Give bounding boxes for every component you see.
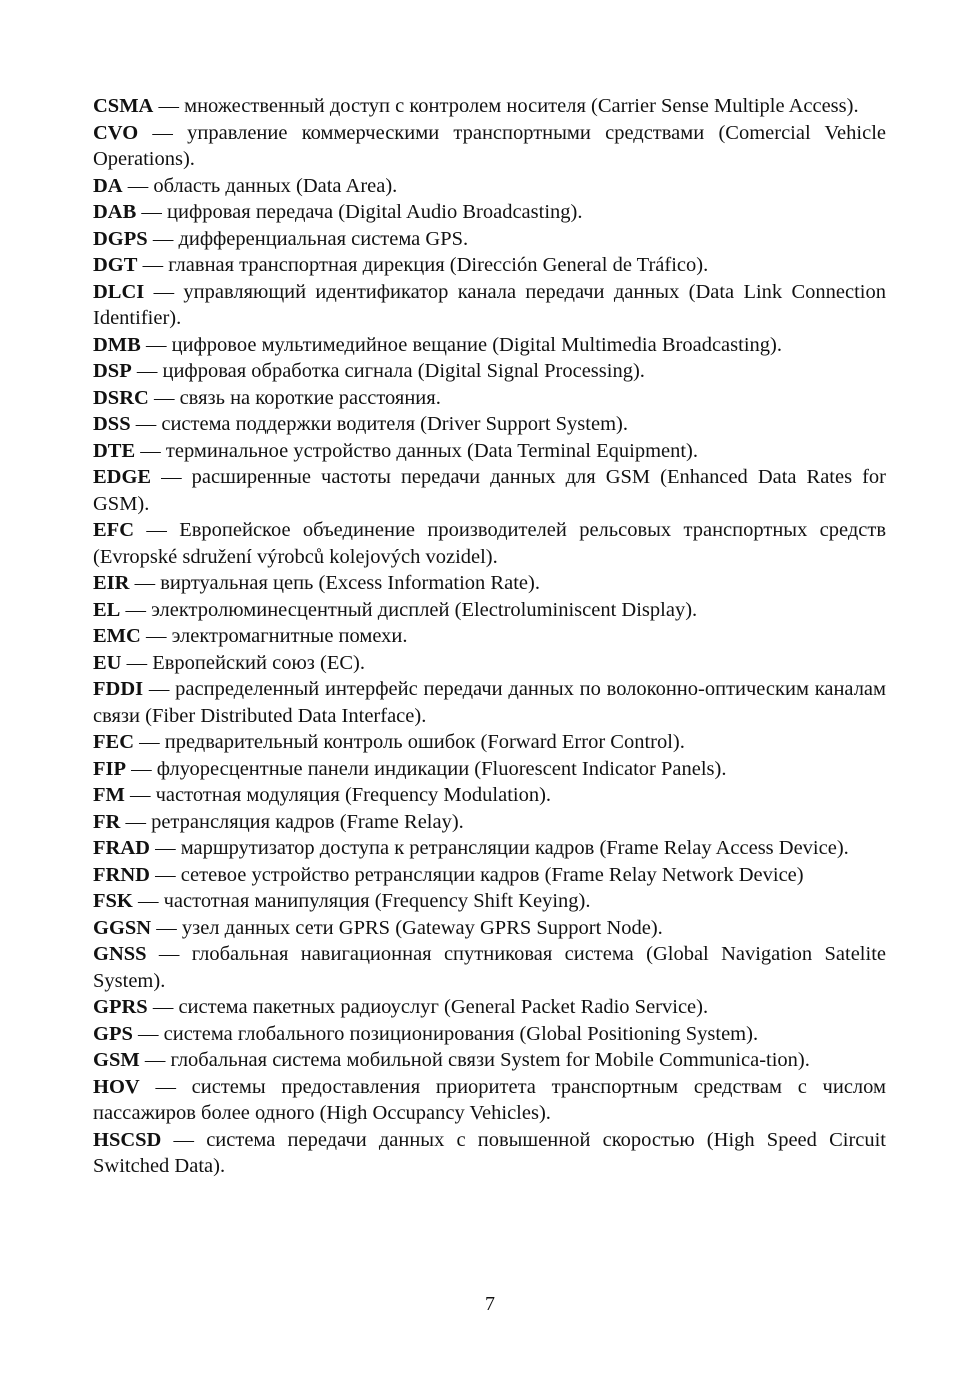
glossary-abbreviation: EDGE <box>93 466 152 488</box>
glossary-entry <box>93 332 886 359</box>
glossary-definition: — узел данных сети GPRS (Gateway GPRS Support Node). <box>156 916 663 939</box>
glossary-abbreviation: DA <box>93 174 123 197</box>
glossary-entry <box>93 888 886 915</box>
glossary-abbreviation: EU <box>93 651 122 674</box>
glossary-definition: — маршрутизатор доступа к ретрансляции кадров (Frame Relay Access Device). <box>155 837 849 859</box>
glossary-definition: — предварительный контроль ошибок (Forward Error Control). <box>139 731 685 753</box>
glossary-entry <box>93 782 886 809</box>
glossary-definition: — терминальное устройство данных (Data Terminal Equipment). <box>140 439 699 462</box>
glossary-entry <box>93 941 886 994</box>
glossary-entry <box>93 279 886 332</box>
glossary-entry <box>93 226 886 253</box>
glossary-abbreviation: DSP <box>93 360 132 382</box>
glossary-entry <box>93 835 886 862</box>
glossary-entry <box>93 411 886 438</box>
glossary-abbreviation: CVO <box>93 121 139 144</box>
glossary-definition: — главная транспортная дирекция (Dirección General de Tráfico). <box>142 254 709 276</box>
glossary-entry <box>93 597 886 624</box>
glossary-abbreviation: GSM <box>93 1049 140 1071</box>
glossary-abbreviation: DGPS <box>93 227 148 250</box>
glossary-entry <box>93 650 886 677</box>
glossary-abbreviation: GPRS <box>93 996 148 1018</box>
glossary-abbreviation: DLCI <box>93 280 145 303</box>
glossary-abbreviation: GNSS <box>93 943 147 965</box>
glossary-definition: — Европейское объединение производителей рельсовых транспортных средств (Evropské sdružení výrobců kolejových vozidel). <box>93 519 887 568</box>
glossary-entry <box>93 252 886 279</box>
glossary-definition: — виртуальная цепь (Excess Information Rate). <box>134 572 540 594</box>
glossary-definition: — частотная манипуляция (Frequency Shift Keying). <box>138 890 591 912</box>
glossary-entry <box>93 173 886 200</box>
glossary-abbreviation: FM <box>93 784 125 806</box>
glossary-entry <box>93 93 886 120</box>
glossary-definition: — система глобального позиционирования (Global Positioning System). <box>138 1022 759 1045</box>
glossary-entry <box>93 809 886 836</box>
glossary-entry <box>93 729 886 756</box>
glossary-entry <box>93 1021 886 1048</box>
glossary-abbreviation: EMC <box>93 625 141 647</box>
glossary-definition: — системы предоставления приоритета транспортным средствам с числом пассажиров более одного (High Occupancy Vehicles). <box>93 1075 886 1124</box>
glossary-list <box>93 93 886 1180</box>
glossary-abbreviation: FSK <box>93 890 133 912</box>
glossary-abbreviation: FR <box>93 810 121 833</box>
glossary-entry <box>93 915 886 942</box>
glossary-abbreviation: FRAD <box>93 837 150 859</box>
glossary-abbreviation: FEC <box>93 731 134 753</box>
glossary-definition: — множественный доступ с контролем носителя (Carrier Sense Multiple Access). <box>158 95 859 117</box>
glossary-entry <box>93 676 886 729</box>
glossary-entry <box>93 1047 886 1074</box>
glossary-definition: — дифференциальная система GPS. <box>152 227 469 250</box>
glossary-entry <box>93 756 886 783</box>
glossary-definition: — частотная модуляция (Frequency Modulation). <box>130 784 552 806</box>
glossary-abbreviation: CSMA <box>93 95 154 117</box>
glossary-definition: — глобальная система мобильной связи System for Mobile Communica-tion). <box>144 1049 810 1071</box>
glossary-abbreviation: FDDI <box>93 678 144 700</box>
glossary-entry <box>93 120 886 173</box>
glossary-entry <box>93 994 886 1021</box>
glossary-definition: — система передачи данных с повышенной скоростью (High Speed Circuit Switched Data). <box>93 1128 887 1177</box>
glossary-entry <box>93 358 886 385</box>
glossary-abbreviation: FRND <box>93 863 150 886</box>
glossary-abbreviation: EIR <box>93 572 130 594</box>
glossary-definition: — распределенный интерфейс передачи данных по волоконно-оптическим каналам связи (Fiber Distributed Data Interface). <box>93 678 886 727</box>
glossary-abbreviation: EFC <box>93 519 134 541</box>
glossary-definition: — глобальная навигационная спутниковая система (Global Navigation Satelite System). <box>93 943 886 992</box>
glossary-definition: — электролюминесцентный дисплей (Electroluminiscent Display). <box>125 598 698 621</box>
glossary-entry <box>93 517 886 570</box>
glossary-entry <box>93 438 886 465</box>
glossary-definition: — система пакетных радиоуслуг (General Packet Radio Service). <box>152 996 709 1018</box>
glossary-definition: — ретрансляция кадров (Frame Relay). <box>125 810 464 833</box>
glossary-definition: — система поддержки водителя (Driver Support System). <box>135 413 628 435</box>
glossary-definition: — электромагнитные помехи. <box>145 625 408 647</box>
glossary-abbreviation: DSRC <box>93 386 149 409</box>
glossary-entry <box>93 385 886 412</box>
glossary-definition: — цифровая передача (Digital Audio Broadcasting). <box>141 201 583 223</box>
glossary-abbreviation: DGT <box>93 254 138 276</box>
glossary-abbreviation: HOV <box>93 1075 140 1098</box>
glossary-definition: — управляющий идентификатор канала передачи данных (Data Link Connection Identifier). <box>93 280 887 329</box>
glossary-abbreviation: DTE <box>93 439 136 462</box>
glossary-abbreviation: FIP <box>93 757 127 780</box>
glossary-abbreviation: DSS <box>93 413 131 435</box>
glossary-abbreviation: DAB <box>93 201 137 223</box>
glossary-abbreviation: GGSN <box>93 916 152 939</box>
glossary-entry <box>93 1127 886 1180</box>
glossary-entry <box>93 862 886 889</box>
glossary-abbreviation: EL <box>93 598 121 621</box>
glossary-definition: — цифровое мультимедийное вещание (Digital Multimedia Broadcasting). <box>145 333 782 356</box>
glossary-abbreviation: DMB <box>93 333 141 356</box>
glossary-entry <box>93 570 886 597</box>
glossary-entry <box>93 199 886 226</box>
glossary-definition: — область данных (Data Area). <box>127 174 398 197</box>
glossary-definition: — флуоресцентные панели индикации (Fluorescent Indicator Panels). <box>131 757 727 780</box>
glossary-definition: — управление коммерческими транспортными средствами (Comercial Vehicle Operations). <box>93 121 886 170</box>
glossary-entry <box>93 1074 886 1127</box>
glossary-definition: — цифровая обработка сигнала (Digital Signal Processing). <box>136 360 645 382</box>
glossary-abbreviation: GPS <box>93 1022 133 1045</box>
glossary-definition: — Европейский союз (ЕС). <box>126 651 365 674</box>
glossary-definition: — расширенные частоты передачи данных для GSM (Enhanced Data Rates for GSM). <box>93 466 886 515</box>
page-number: 7 <box>485 1293 495 1315</box>
glossary-entry <box>93 464 886 517</box>
glossary-definition: — связь на короткие расстояния. <box>153 386 441 409</box>
glossary-definition: — сетевое устройство ретрансляции кадров (Frame Relay Network Device) <box>155 863 804 886</box>
glossary-abbreviation: HSCSD <box>93 1128 162 1151</box>
glossary-entry <box>93 623 886 650</box>
